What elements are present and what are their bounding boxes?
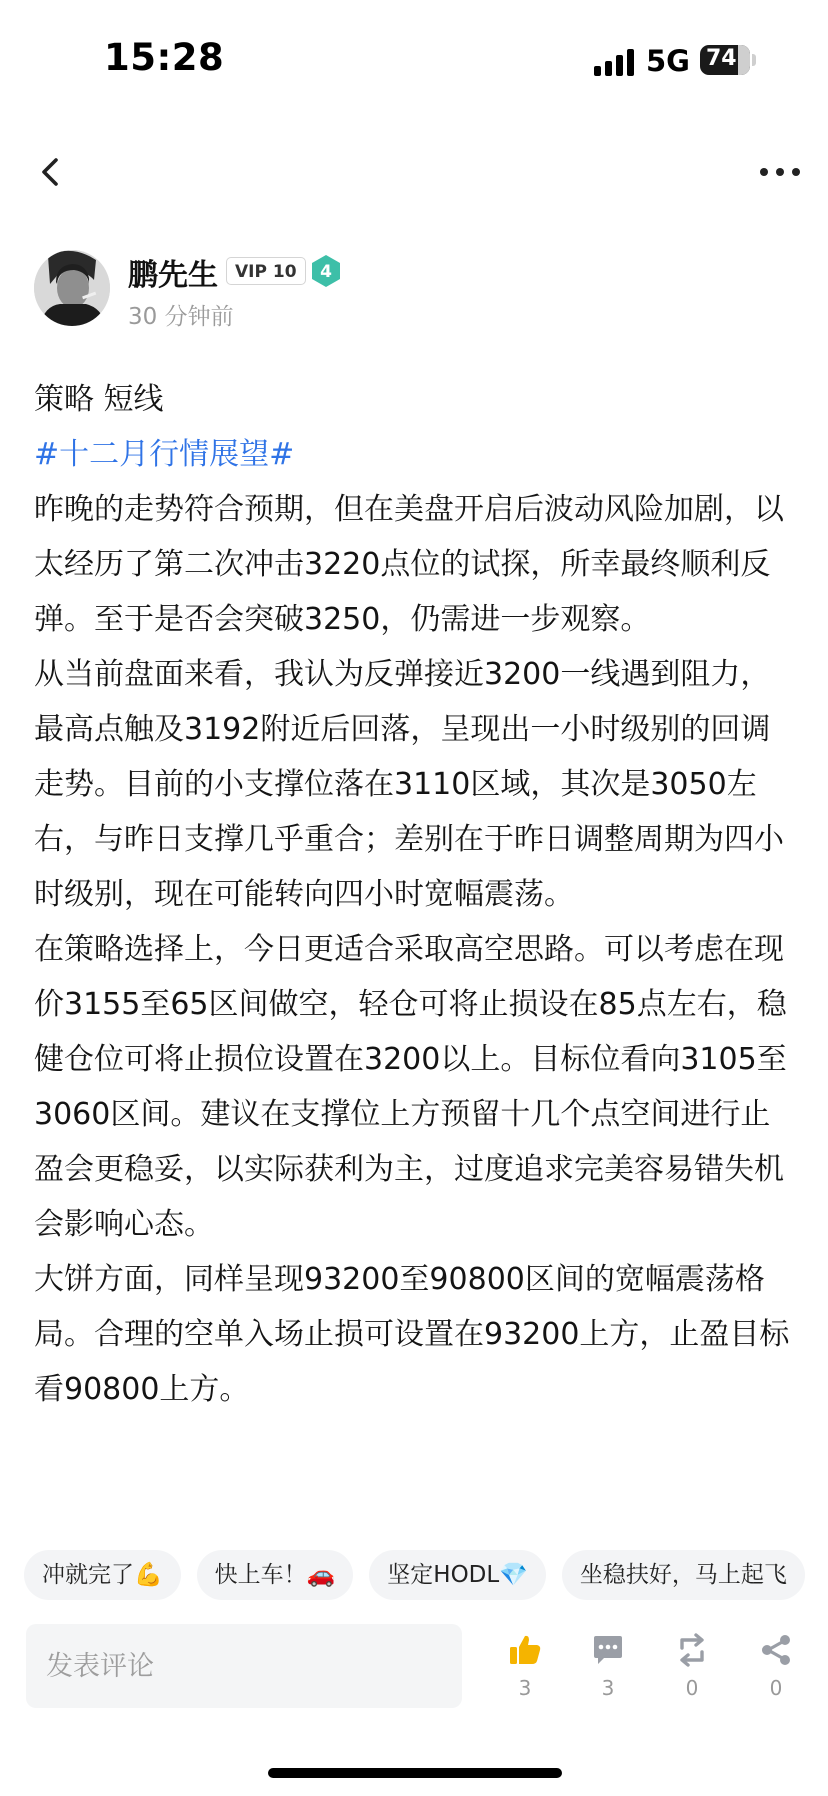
more-button[interactable] (756, 150, 804, 194)
quick-reply-chip[interactable]: 冲就完了💪 (24, 1550, 181, 1600)
status-bar (0, 0, 828, 110)
share-icon (758, 1632, 794, 1668)
comment-bubble-icon (590, 1632, 626, 1668)
quick-reply-chip[interactable]: 快上车！🚗 (197, 1550, 354, 1600)
battery-level: 74 (706, 46, 737, 71)
post-paragraph: 从当前盘面来看，我认为反弹接近3200一线遇到阻力，最高点触及3192附近后回落，呈现出一小时级别的回调走势。目前的小支撑位落在3110区域，其次是3050左右，与昨日支撑几乎重合；差别在于昨日调整周期为四小时级别，现在可能转向四小时宽幅震荡。 (34, 657, 784, 912)
post-paragraph: 在策略选择上，今日更适合采取高空思路。可以考虑在现价3155至65区间做空，轻仓可将止损设在85点左右，稳健仓位可将止损位设置在3200以上。目标位看向3105至3060区间。建议在支撑位上方预留十几个点空间进行止盈会更稳妥，以实际获利为主，过度追求完美容易错失机会影响心态。 (34, 932, 787, 1242)
hashtag-link[interactable]: #十二月行情展望# (34, 437, 295, 472)
author-name[interactable]: 鹏先生 (128, 258, 218, 293)
comment-input[interactable] (26, 1624, 462, 1708)
post-paragraph: 大饼方面，同样呈现93200至90800区间的宽幅震荡格局。合理的空单入场止损可设置在93200上方，止盈目标看90800上方。 (34, 1262, 790, 1407)
back-button[interactable] (30, 150, 74, 194)
post-time: 30 分钟前 (128, 304, 234, 330)
quick-reply-chips (24, 1550, 828, 1602)
quick-reply-chip[interactable]: 坐稳扶好，马上起飞 (562, 1550, 805, 1600)
like-button[interactable] (495, 1632, 555, 1712)
like-count: 3 (518, 1676, 532, 1700)
repost-button[interactable] (662, 1632, 722, 1712)
network-label: 5G (646, 44, 690, 78)
share-count: 0 (769, 1676, 783, 1700)
author-header (34, 250, 794, 330)
chevron-left-icon (30, 150, 74, 194)
repost-icon (674, 1632, 710, 1668)
thumbs-up-icon (507, 1632, 543, 1668)
avatar-portrait (34, 250, 110, 326)
status-time: 15:28 (104, 36, 225, 79)
level-badge-icon (310, 254, 342, 288)
comment-count: 3 (601, 1676, 615, 1700)
avatar[interactable] (34, 250, 110, 326)
post-title: 策略 短线 (34, 382, 164, 417)
post-body (34, 372, 798, 1417)
comment-button[interactable] (578, 1632, 638, 1712)
signal-icon (594, 48, 636, 76)
level-badge-number: 4 (320, 262, 332, 282)
bottom-action-bar (0, 1620, 828, 1720)
vip-badge: VIP 10 (226, 257, 306, 285)
more-dots-icon (756, 150, 804, 194)
share-button[interactable] (746, 1632, 806, 1712)
battery-icon (700, 45, 750, 75)
post-paragraph: 昨晚的走势符合预期，但在美盘开启后波动风险加剧，以太经历了第二次冲击3220点位的试探，所幸最终顺利反弹。至于是否会突破3250，仍需进一步观察。 (34, 492, 784, 637)
battery-cap (752, 54, 756, 66)
quick-reply-chip[interactable]: 坚定HODL💎 (369, 1550, 546, 1600)
repost-count: 0 (685, 1676, 699, 1700)
nav-bar (0, 140, 828, 200)
home-indicator (268, 1768, 562, 1778)
